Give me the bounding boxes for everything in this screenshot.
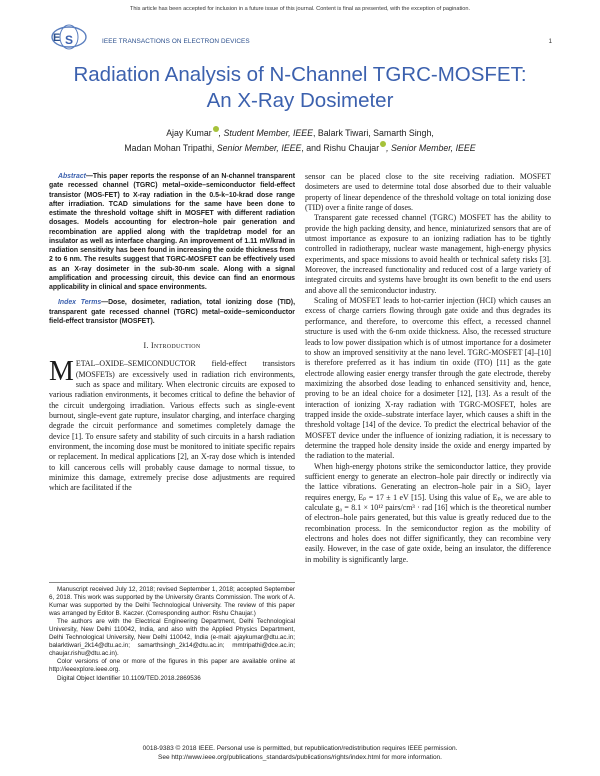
ieee-logo-icon — [50, 24, 88, 50]
footnote-doi: Digital Object Identifier 10.1109/TED.2018.2869536 — [57, 674, 201, 682]
author-name: Madan Mohan Tripathi, — [124, 142, 215, 153]
index-terms-text: —Dose, dosimeter, radiation, total ionizing dose (TID), transparent gate recessed channel (TGRC) metal–oxide–semiconductor field-effect transistor (MOSFET). — [49, 299, 296, 325]
author-role: , Student Member, IEEE — [218, 128, 314, 138]
svg-text:E: E — [53, 32, 61, 44]
footnotes — [49, 582, 295, 683]
copyright-line: 0018-9383 © 2018 IEEE. Personal use is permitted, but republication/redistribution requires IEEE permission. — [142, 745, 458, 752]
drop-cap: M — [49, 356, 74, 388]
svg-text:S: S — [65, 33, 74, 47]
abstract-text: —This paper reports the response of an N-channel transparent gate recessed channel (TGRC) metal–oxide–semiconductor field-effect transistor (MOS-FET) to X-ray radiation in the 0.5-k–10-krad dose range after irradiation. TCAD simulations for the same have been done to estimate the threshold voltage shift in MOSFET with different radiation dosages. Models accounting for electron–hole pair generation and recombination are applied along with the trap/detrap model for an insulator as well as interface charging. An improvement of 1.11 mV/krad in radiation sensitivity has been found in increasing the oxide thickness from 2 to 6 nm. The results suggest that TGRC-MOSFET can be effectively used as an X-ray dosimeter in the sub-30-nm scale. Along with a signal amplification and processing circuit, this device can find an enormous applicability in clinical and space environments. — [49, 173, 295, 291]
left-column — [49, 172, 295, 494]
section-number: I. — [143, 341, 149, 350]
paragraph: sensor can be placed close to the site receiving radiation. MOSFET dosimeters are used to determine total dose absorbed due to their valuable property of linear dependence of the threshold voltage on total ionizing dose (TID) over a finite range of doses. — [305, 172, 551, 213]
section-title: Introduction — [150, 341, 201, 350]
section-heading — [49, 341, 295, 351]
author-list — [60, 126, 540, 155]
abstract-label: Abstract — [58, 173, 86, 180]
footnote-manuscript: Manuscript received July 12, 2018; revised September 1, 2018; accepted September 6, 2018. This work was supported by the University Grants Commission. The work of A. Kumar was supported by the Delhi Technological University. The review of this paper was arranged by Editor B. Kaczer. (Corresponding author: Rishu Chaujar.) — [49, 586, 295, 618]
right-column — [305, 172, 551, 565]
author-names: , Balark Tiwari, Samarth Singh, — [313, 128, 434, 138]
intro-paragraph — [49, 356, 295, 493]
author-role: Senior Member, IEEE — [214, 142, 302, 153]
copyright-notice — [0, 744, 600, 762]
page-number: 1 — [548, 38, 552, 45]
author-role: , Senior Member, IEEE — [386, 142, 476, 153]
abstract — [49, 172, 295, 292]
copyright-link-line[interactable]: See http://www.ieee.org/publications_standards/publications/rights/index.html for more information. — [158, 754, 442, 761]
intro-text: field-effect transistors (MOSFETs) are excessively used in radiation rich environments, such as space and military. When electronic circuits are exposed to various radiation environments, it becomes critical to define the behavior of the circuit undergoing irradiation. Various effects such as single-event burnout, single-event gate rupture, insulator charging, and interface charging degrade the circuit performance and sometimes completely damage the device [1]. To ensure safety and stability of such circuits in a harsh radiation environment, the incoming dose must be monitored to initiate specific repairs or replacement. In medical applications [2], an X-ray dose which is intended to kill cancerous cells will probably cause damage to normal tissue, to minimize this damage, extremely precise dose adjustments are required which are facilitated if the — [49, 359, 295, 493]
author-names: , and Rishu Chaujar — [301, 142, 380, 153]
footnote-affiliation: The authors are with the Electrical Engineering Department, Delhi Technological University, New Delhi 110042, India, and also with the Applied Physics Department, Delhi Technological University, New Delhi 110042, India (e-mail: ajaykumar@dtu.ac.in; balarktiwari_2k14@dtu.ac.in; samarthsingh_2k14@dtu.ac.in; mmtripathi@dce.ac.in; chaujar.rishu@dtu.ac.in). — [49, 618, 295, 658]
author-name: Ajay Kumar — [166, 128, 212, 138]
paragraph: When high-energy photons strike the semiconductor lattice, they provide sufficient energy to generate an electron–hole pair directly or indirectly via the lattice vibrations. Generating an electron–hole pair in a SiO₂ layer requires energy, Eₚ = 17 ± 1 eV [15]. Using this value of Eₚ, we are able to calculate g₀ = 8.1 × 10¹² pairs/cm³ · rad [16] which is the theoretical number of electron–hole pairs generated, but this value is greatly reduced due to the recombination process. In the semiconductor region as the mobility of electrons and holes does not differ significantly, they can recombine very easily. However, in the case of gate oxide, being an insulator, the difference in mobility is significantly large. — [305, 461, 551, 564]
paragraph: Transparent gate recessed channel (TGRC) MOSFET has the ability to provide the high packing density, and hence, miniaturized sensors that are of utmost importance as exposure to an ionizing radiation has to be tightly controlled in radiotherapy, nuclear waste management, high-energy physics experiments, and space missions to avoid health or technical safety risks [3]. Moreover, the increased functionality and reduced cost of a large variety of integrated circuits and systems have brought its own benefit to the end users and above all the semiconductor industry. — [305, 213, 551, 295]
paper-title: Radiation Analysis of N-Channel TGRC-MOSFET: An X-Ray Dosimeter — [73, 63, 527, 112]
journal-name: IEEE TRANSACTIONS ON ELECTRON DEVICES — [102, 38, 250, 45]
paragraph: Scaling of MOSFET leads to hot-carrier injection (HCI) which causes an excess of charge carriers flowing through gate oxide and thus degrades its performance, and therefore, to overcome this effect, a recessed channel structure is used with the 6-nm oxide thickness. Also, the recessed structure leads to low power dissipation which is of utmost importance for a dosimeter to show an improved sensitivity at the nano level. TGRC-MOSFET [4]–[10] is therefore preferred as it has indium tin oxide (ITO) [11] as the gate electrode allowing easier energy transfer through the gate electrode, thereby maximizing the absorbed dose leading to enhanced sensitivity and, hence, proving to be an ideal choice for a dosimeter [12], [13]. As a result of the interaction of ionizing X-ray radiation with TGRC-MOSFET, holes are trapped inside the oxide–substrate interface layer, which causes a shift in the threshold voltage [14] of the device. To predict the electrical behavior of the MOSFET device under the influence of ionizing radiation, it is necessary to determine the trapped hole density inside the oxide and energy imparted by the radiation to the material. — [305, 296, 551, 461]
index-terms-label: Index Terms — [58, 299, 102, 307]
footnote-color: Color versions of one or more of the figures in this paper are available online at http://ieeexplore.ieee.org. — [49, 658, 295, 674]
intro-lead: ETAL–OXIDE–SEMICONDUCTOR — [75, 359, 196, 369]
acceptance-notice: This article has been accepted for inclusion in a future issue of this journal. Content is final as presented, with the exception of pagination. — [129, 6, 471, 12]
index-terms — [49, 298, 295, 326]
